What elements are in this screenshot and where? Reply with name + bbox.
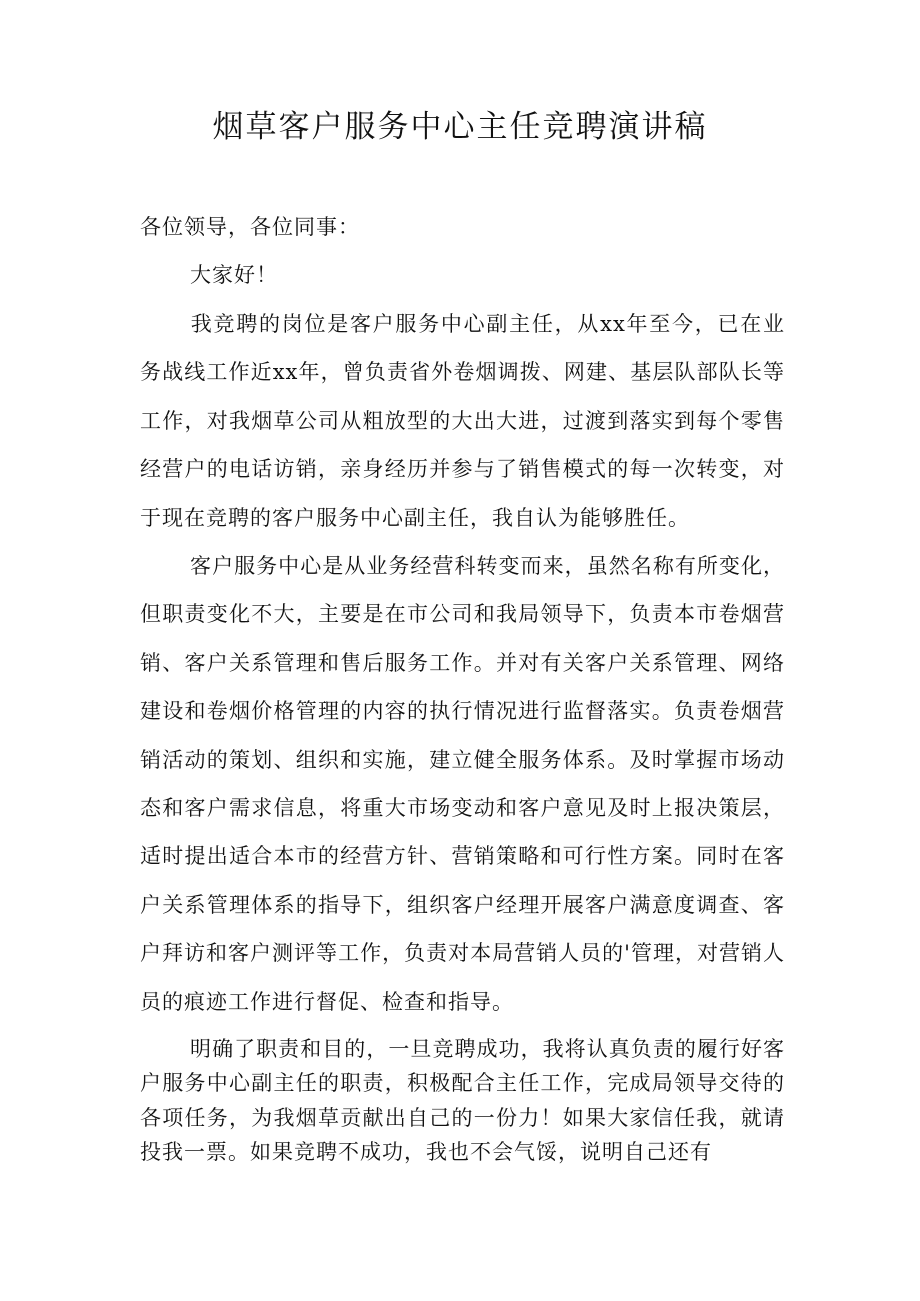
paragraph-3 [140,1032,785,1170]
paragraph-1 [140,300,785,542]
salutation: 各位领导，各位同事： [140,215,360,239]
paragraph-1-text: 我竞聘的岗位是客户服务中心副主任，从xx年至今，已在业务战线工作近xx年，曾负责省外卷烟调拨、网建、基层队部队长等工作，对我烟草公司从粗放型的大出大进，过渡到落实到每个零售经营户的电话访销，亲身经历并参与了销售模式的每一次转变，对于现在竞聘的客户服务中心副主任，我自认为能够胜任。 [140,312,785,530]
document-title: 烟草客户服务中心主任竞聘演讲稿 [212,109,708,145]
paragraph-3-text: 明确了职责和目的，一旦竞聘成功，我将认真负责的履行好客户服务中心副主任的职责，积极配合主任工作，完成局领导交待的各项任务，为我烟草贡献出自己的一份力！如果大家信任我，就请投我一票。如果竞聘不成功，我也不会气馁，说明自己还有 [140,1037,785,1165]
greeting [140,252,785,298]
greeting-text: 大家好！ [190,263,278,287]
paragraph-2 [140,542,785,1026]
paragraph-2-text: 客户服务中心是从业务经营科转变而来，虽然名称有所变化，但职责变化不大，主要是在市公司和我局领导下，负责本市卷烟营销、客户关系管理和售后服务工作。并对有关客户关系管理、网络建设和卷烟价格管理的内容的执行情况进行监督落实。负责卷烟营销活动的策划、组织和实施，建立健全服务体系。及时掌握市场动态和客户需求信息，将重大市场变动和客户意见及时上报决策层，适时提出适合本市的经营方针、营销策略和可行性方案。同时在客户关系管理体系的指导下，组织客户经理开展客户满意度调查、客户拜访和客户测评等工作，负责对本局营销人员的'管理，对营销人员的痕迹工作进行督促、检查和指导。 [140,554,785,1014]
